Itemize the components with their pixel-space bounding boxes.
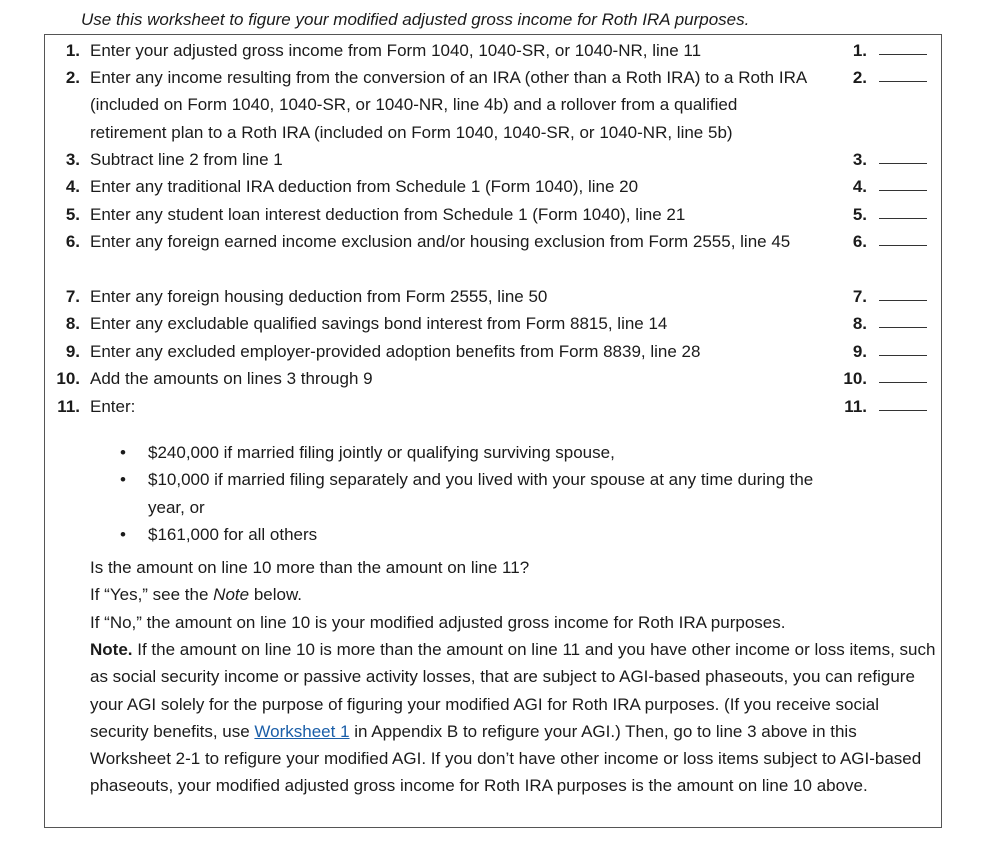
amount-blank[interactable] [879,54,927,55]
line-ref-number: 3. [852,150,867,169]
list-item-text: $10,000 if married filing separately and you lived with your spouse at any time during the year, or [148,470,814,517]
line-number: 3. [65,150,80,169]
line-text: Subtract line 2 from line 1 [90,150,283,169]
line-text: Enter any income resulting from the conversion of an IRA (other than a Roth IRA) to a Roth IRA (included on Form 1040, 1040-SR, or 1040-NR, line 4b) and a rollover from a qualified retirement plan to a Roth IRA (included on Form 1040, 1040-SR, or 1040-NR, line 5b) [90,68,807,142]
bullet-icon: • [120,524,126,544]
question-text: Is the amount on line 10 more than the amount on line 11? [90,558,530,577]
line-number: 4. [65,177,80,196]
worksheet-1-link[interactable]: Worksheet 1 [254,721,350,741]
amount-blank[interactable] [879,410,927,411]
if-yes-suffix: below. [249,585,303,604]
line-text: Enter: [90,397,136,416]
list-item-text: $240,000 if married filing jointly or qualifying surviving spouse, [148,443,615,462]
line-ref-number: 8. [852,314,867,333]
line-text: Enter any excluded employer-provided adoption benefits from Form 8839, line 28 [90,342,701,361]
if-yes-text [90,581,940,608]
line-ref-number: 1. [852,41,867,60]
amount-blank[interactable] [879,218,927,219]
line-number: 9. [65,342,80,361]
worksheet-caption: Use this worksheet to figure your modified adjusted gross income for Roth IRA purposes. [81,10,750,29]
note-reference: Note [213,585,250,604]
if-no-text: If “No,” the amount on line 10 is your modified adjusted gross income for Roth IRA purposes. [90,613,786,632]
line-number: 7. [65,287,80,306]
line-text: Add the amounts on lines 3 through 9 [90,369,373,388]
bullet-icon: • [120,470,126,490]
amount-blank[interactable] [879,327,927,328]
amount-blank[interactable] [879,300,927,301]
line-ref-number: 11. [844,397,867,416]
note-paragraph [90,636,940,800]
line-text: Enter any foreign earned income exclusion and/or housing exclusion from Form 2555, line 45 [90,232,791,251]
line-ref-number: 6. [852,232,867,251]
amount-blank[interactable] [879,382,927,383]
list-item [120,521,840,548]
note-text-part-1: If the amount on line 10 is more than the amount on line 11 and you have other income or loss items, such as social security income or passive activity losses, that are subject to AGI-based phaseouts, you can refigure your AGI solely for the purpose of figuring your modified AGI for Roth IRA purposes. (If you receive social security benefits, use [90,640,936,741]
line-number: 6. [65,232,80,251]
line-ref-number: 9. [852,342,867,361]
worksheet-box [44,34,942,828]
line-text: Enter any excludable qualified savings bond interest from Form 8815, line 14 [90,314,668,333]
line-text: Enter any student loan interest deduction from Schedule 1 (Form 1040), line 21 [90,205,686,224]
line-ref-number: 7. [852,287,867,306]
note-label: Note. [90,640,133,659]
line-number: 5. [65,205,80,224]
note-text-part-2: in Appendix B to refigure your AGI.) Then, go to line 3 above in this Worksheet 2-1 to refigure your modified AGI. If you don’t have other income or loss items subject to AGI-based phaseouts, your modified adjusted gross income for Roth IRA purposes is the amount on line 10 above. [90,721,922,796]
line-text: Enter your adjusted gross income from Form 1040, 1040-SR, or 1040-NR, line 11 [90,41,702,60]
line-ref-number: 5. [852,205,867,224]
threshold-list [120,439,840,548]
line-number: 8. [65,314,80,333]
amount-blank[interactable] [879,163,927,164]
if-yes-prefix: If “Yes,” see the [90,585,214,604]
amount-blank[interactable] [879,355,927,356]
line-number: 11. [57,397,80,416]
line-text: Enter any foreign housing deduction from Form 2555, line 50 [90,287,548,306]
bullet-icon: • [120,443,126,462]
line-number: 2. [65,68,80,87]
line-ref-number: 4. [852,177,867,196]
line-number: 10. [56,369,80,388]
line-ref-number: 10. [843,369,867,388]
list-item-text: $161,000 for all others [148,524,318,544]
line-ref-number: 2. [852,68,867,87]
amount-blank[interactable] [879,190,927,191]
amount-blank[interactable] [879,245,927,246]
amount-blank[interactable] [879,81,927,82]
list-item [120,439,840,466]
line-number: 1. [65,41,80,60]
list-item [120,466,840,521]
line-text: Enter any traditional IRA deduction from Schedule 1 (Form 1040), line 20 [90,177,639,196]
